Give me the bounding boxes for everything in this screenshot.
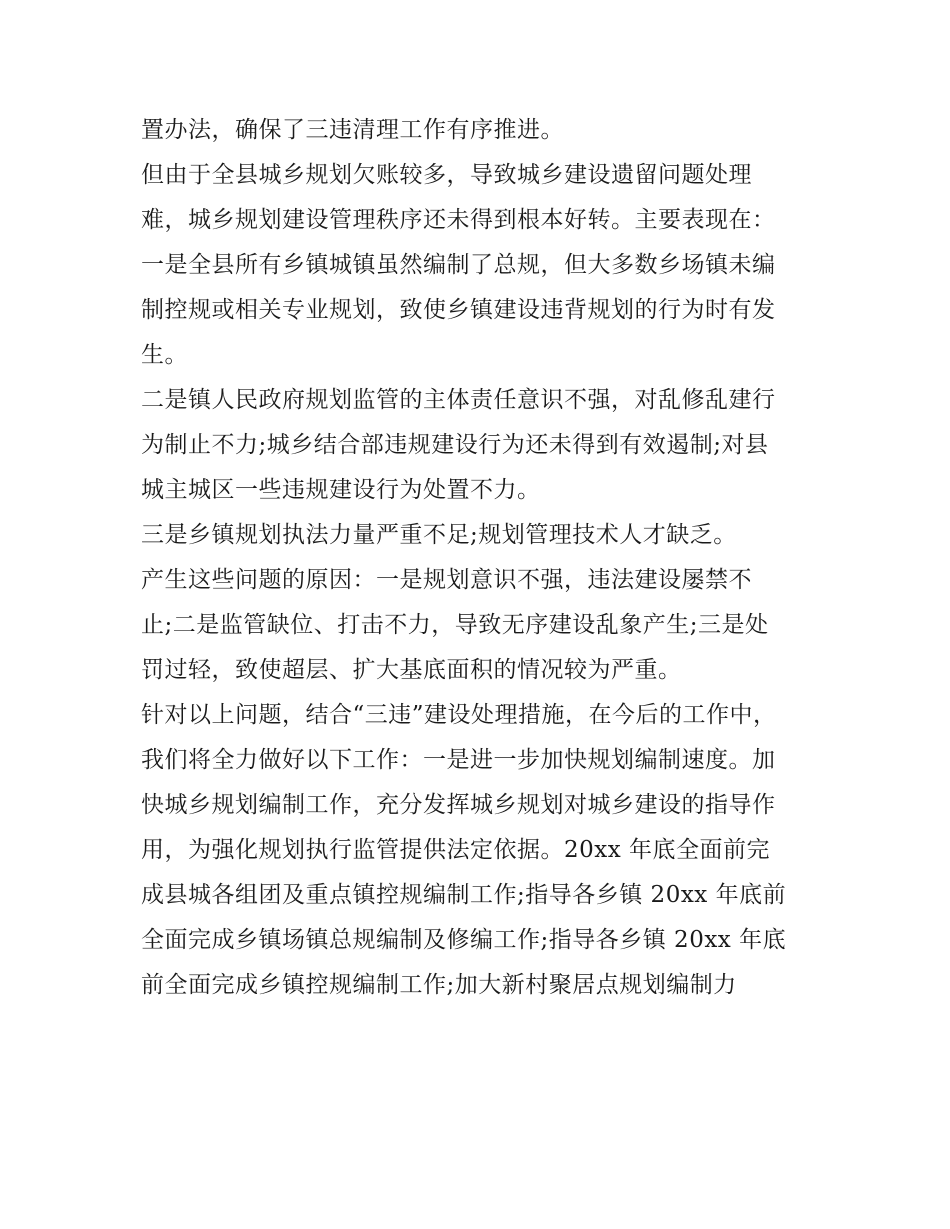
text-line: 一是全县所有乡镇城镇虽然编制了总规，但大多数乡场镇未编 (141, 252, 776, 278)
text-line: 前全面完成乡镇控规编制工作;加大新村聚居点规划编制力 (141, 972, 737, 998)
text-line: 但由于全县城乡规划欠账较多，导致城乡建设遗留问题处理 (141, 162, 752, 188)
text-line: 产生这些问题的原因：一是规划意识不强，违法建设屡禁不 (141, 567, 752, 593)
text-line: 针对以上问题，结合“三违”建设处理措施，在今后的工作中， (141, 702, 777, 728)
text-line: 生。 (141, 342, 188, 368)
text-line: 我们将全力做好以下工作：一是进一步加快规划编制速度。加 (141, 747, 776, 773)
text-line: 用，为强化规划执行监管提供法定依据。20xx 年底全面前完 (141, 837, 771, 863)
text-line: 置办法，确保了三违清理工作有序推进。 (141, 117, 564, 143)
text-line: 难，城乡规划建设管理秩序还未得到根本好转。主要表现在： (141, 207, 776, 233)
text-line: 为制止不力;城乡结合部违规建设行为还未得到有效遏制;对县 (141, 432, 769, 458)
text-line: 二是镇人民政府规划监管的主体责任意识不强，对乱修乱建行 (141, 387, 776, 413)
text-line: 止;二是监管缺位、打击不力，导致无序建设乱象产生;三是处 (141, 612, 769, 638)
text-line: 罚过轻，致使超层、扩大基底面积的情况较为严重。 (141, 657, 682, 683)
text-line: 制控规或相关专业规划，致使乡镇建设违背规划的行为时有发 (141, 297, 776, 323)
text-line: 全面完成乡镇场镇总规编制及修编工作;指导各乡镇 20xx 年底 (141, 927, 787, 953)
text-line: 城主城区一些违规建设行为处置不力。 (141, 477, 541, 503)
text-line: 成县城各组团及重点镇控规编制工作;指导各乡镇 20xx 年底前 (141, 882, 787, 908)
text-line: 三是乡镇规划执法力量严重不足;规划管理技术人才缺乏。 (141, 522, 737, 548)
text-line: 快城乡规划编制工作，充分发挥城乡规划对城乡建设的指导作 (141, 792, 776, 818)
body-text (141, 108, 821, 1008)
